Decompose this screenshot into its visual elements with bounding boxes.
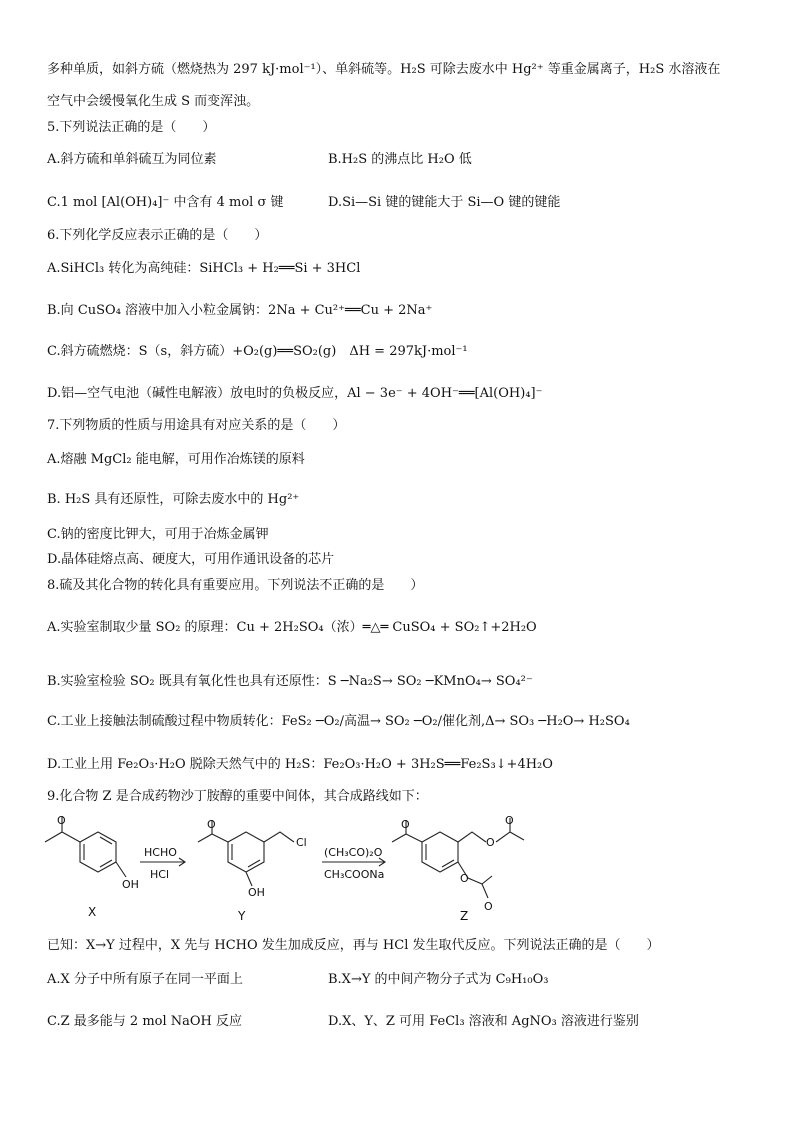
atom-oh-x: OH [122,878,139,891]
intro-line-1: 多种单质，如斜方硫（燃烧热为 297 kJ·mol⁻¹）、单斜硫等。H₂S 可除去废水中 Hg²⁺ 等重金属离子，H₂S 水溶液在 [47,62,721,77]
molecule-z [392,818,524,898]
label-x: X [88,905,97,919]
question-5-option-d: D.Si—Si 键的键能大于 Si—O 键的键能 [328,195,561,210]
reagent-naoac: CH₃COONa [324,868,385,881]
reagent-hcl: HCl [150,868,170,881]
question-6-option-b: B.向 CuSO₄ 溶液中加入小粒金属钠：2Na + Cu²⁺══Cu + 2Na⁺ [47,303,433,318]
question-5-option-c: C.1 mol [Al(OH)₄]⁻ 中含有 4 mol σ 键 [47,195,284,210]
question-7-option-a: A.熔融 MgCl₂ 能电解，可用作冶炼镁的原料 [47,452,305,467]
reagent-ac2o: (CH₃CO)₂O [324,846,383,859]
question-6-option-c: C.斜方硫燃烧：S（s，斜方硫）+O₂(g)══SO₂(g) ΔH = 297kJ·mol⁻¹ [47,344,468,359]
question-5-stem: 5.下列说法正确的是（ ） [47,120,216,135]
atom-o-x: O [57,814,66,827]
question-9-option-a: A.X 分子中所有原子在同一平面上 [47,972,243,987]
synthesis-scheme [40,812,560,922]
label-y: Y [238,909,246,922]
atom-o-z4: O [460,872,469,885]
question-9-option-c: C.Z 最多能与 2 mol NaOH 反应 [47,1014,243,1029]
question-9-stem: 9.化合物 Z 是合成药物沙丁胺醇的重要中间体，其合成路线如下： [47,789,428,804]
intro-line-2: 空气中会缓慢氧化生成 S 而变浑浊。 [47,94,260,109]
atom-cl-y: Cl [296,836,307,849]
label-z: Z [460,909,469,922]
question-9-note: 已知：X→Y 过程中，X 先与 HCHO 发生加成反应，再与 HCl 发生取代反应。下列说法正确的是（ ） [47,938,660,953]
scheme-svg [40,812,580,922]
atom-oh-y: OH [248,886,265,899]
question-7-option-b: B. H₂S 具有还原性，可除去废水中的 Hg²⁺ [47,492,300,507]
question-7-option-c: C.钠的密度比钾大，可用于冶炼金属钾 [47,527,269,542]
question-9-option-d: D.X、Y、Z 可用 FeCl₃ 溶液和 AgNO₃ 溶液进行鉴别 [328,1014,639,1029]
question-6-option-d: D.铝—空气电池（碱性电解液）放电时的负极反应，Al − 3e⁻ + 4OH⁻══[Al(OH)₄]⁻ [47,386,543,401]
atom-o-z3: O [505,814,514,827]
atom-o-z2: O [486,836,495,849]
question-8-option-a: A.实验室制取少量 SO₂ 的原理：Cu + 2H₂SO₄（浓）═△═ CuSO₄ + SO₂↑+2H₂O [47,620,537,635]
question-7-stem: 7.下列物质的性质与用途具有对应关系的是（ ） [47,418,346,433]
atom-o-z5: O [484,900,493,913]
question-8-stem: 8.硫及其化合物的转化具有重要应用。下列说法不正确的是 ） [47,578,424,593]
question-5-option-a: A.斜方硫和单斜硫互为同位素 [47,152,217,167]
atom-o-z1: O [401,818,410,831]
question-5-option-b: B.H₂S 的沸点比 H₂O 低 [328,152,472,167]
atom-o-y: O [207,818,216,831]
question-6-stem: 6.下列化学反应表示正确的是（ ） [47,228,268,243]
question-8-option-b: B.实验室检验 SO₂ 既具有氧化性也具有还原性：S ─Na₂S→ SO₂ ─KMnO₄→ SO₄²⁻ [47,674,533,689]
reagent-hcho: HCHO [144,846,177,859]
question-6-option-a: A.SiHCl₃ 转化为高纯硅：SiHCl₃ + H₂══Si + 3HCl [47,261,361,276]
question-7-option-d: D.晶体硅熔点高、硬度大，可用作通讯设备的芯片 [47,552,335,567]
question-9-option-b: B.X→Y 的中间产物分子式为 C₉H₁₀O₃ [328,972,549,987]
question-8-option-c: C.工业上接触法制硫酸过程中物质转化：FeS₂ ─O₂/高温→ SO₂ ─O₂/催化剂,Δ→ SO₃ ─H₂O→ H₂SO₄ [47,714,630,729]
question-8-option-d: D.工业上用 Fe₂O₃·H₂O 脱除天然气中的 H₂S：Fe₂O₃·H₂O + 3H₂S══Fe₂S₃↓+4H₂O [47,757,553,772]
